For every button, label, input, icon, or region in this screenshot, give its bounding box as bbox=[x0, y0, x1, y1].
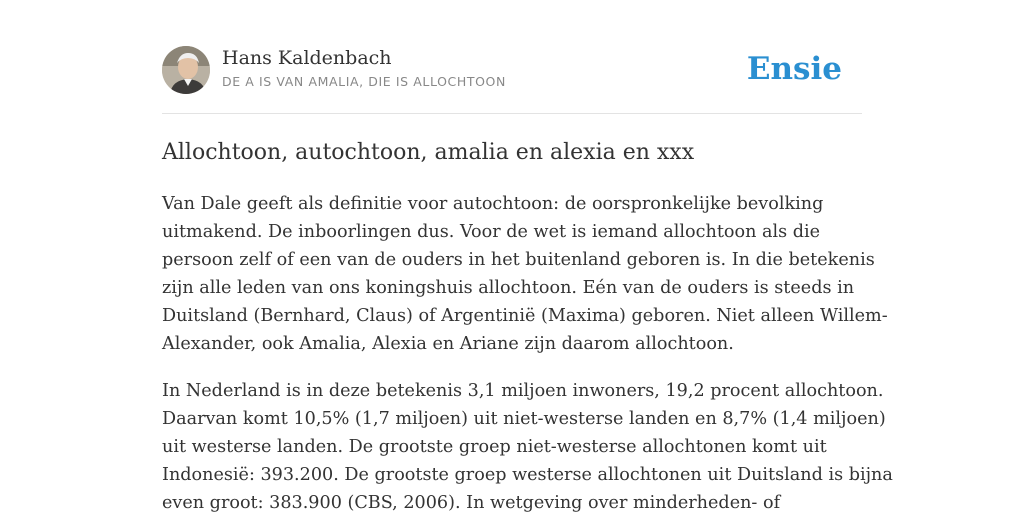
paragraph-line: Duitsland (Bernhard, Claus) of Argentinië (Maxima) geboren. Niet alleen Willem- bbox=[162, 306, 888, 326]
article-paragraph bbox=[162, 190, 888, 358]
paragraph-line: uit westerse landen. De grootste groep niet-westerse allochtonen komt uit bbox=[162, 437, 827, 457]
author-name[interactable]: Hans Kaldenbach bbox=[222, 47, 392, 69]
paragraph-line: even groot: 383.900 (CBS, 2006). In wetgeving over minderheden- of bbox=[162, 493, 781, 512]
paragraph-line: In Nederland is in deze betekenis 3,1 miljoen inwoners, 19,2 procent allochtoon. bbox=[162, 381, 884, 401]
paragraph-line: Daarvan komt 10,5% (1,7 miljoen) uit niet-westerse landen en 8,7% (1,4 miljoen) bbox=[162, 409, 886, 429]
paragraph-line: Indonesië: 393.200. De grootste groep westerse allochtonen uit Duitsland is bijna bbox=[162, 465, 893, 485]
paragraph-line: Van Dale geeft als definitie voor autochtoon: de oorspronkelijke bevolking bbox=[162, 194, 824, 214]
brand-logo[interactable]: Ensie bbox=[746, 51, 842, 87]
author-tagline[interactable]: DE A IS VAN AMALIA, DIE IS ALLOCHTOON bbox=[222, 74, 506, 89]
paragraph-line: persoon zelf of een van de ouders in het buitenland geboren is. In die betekenis bbox=[162, 250, 875, 270]
paragraph-line: Alexander, ook Amalia, Alexia en Ariane zijn daarom allochtoon. bbox=[162, 334, 734, 354]
article-title: Allochtoon, autochtoon, amalia en alexia en xxx bbox=[162, 140, 695, 165]
header-divider bbox=[162, 113, 862, 114]
header bbox=[162, 46, 862, 96]
article-paragraph bbox=[162, 377, 893, 512]
avatar-portrait-icon bbox=[162, 46, 210, 94]
paragraph-line: zijn alle leden van ons koningshuis allochtoon. Eén van de ouders is steeds in bbox=[162, 278, 855, 298]
paragraph-line: uitmakend. De inboorlingen dus. Voor de wet is iemand allochtoon als die bbox=[162, 222, 821, 242]
article-body bbox=[162, 190, 893, 512]
author-avatar[interactable] bbox=[162, 46, 210, 94]
